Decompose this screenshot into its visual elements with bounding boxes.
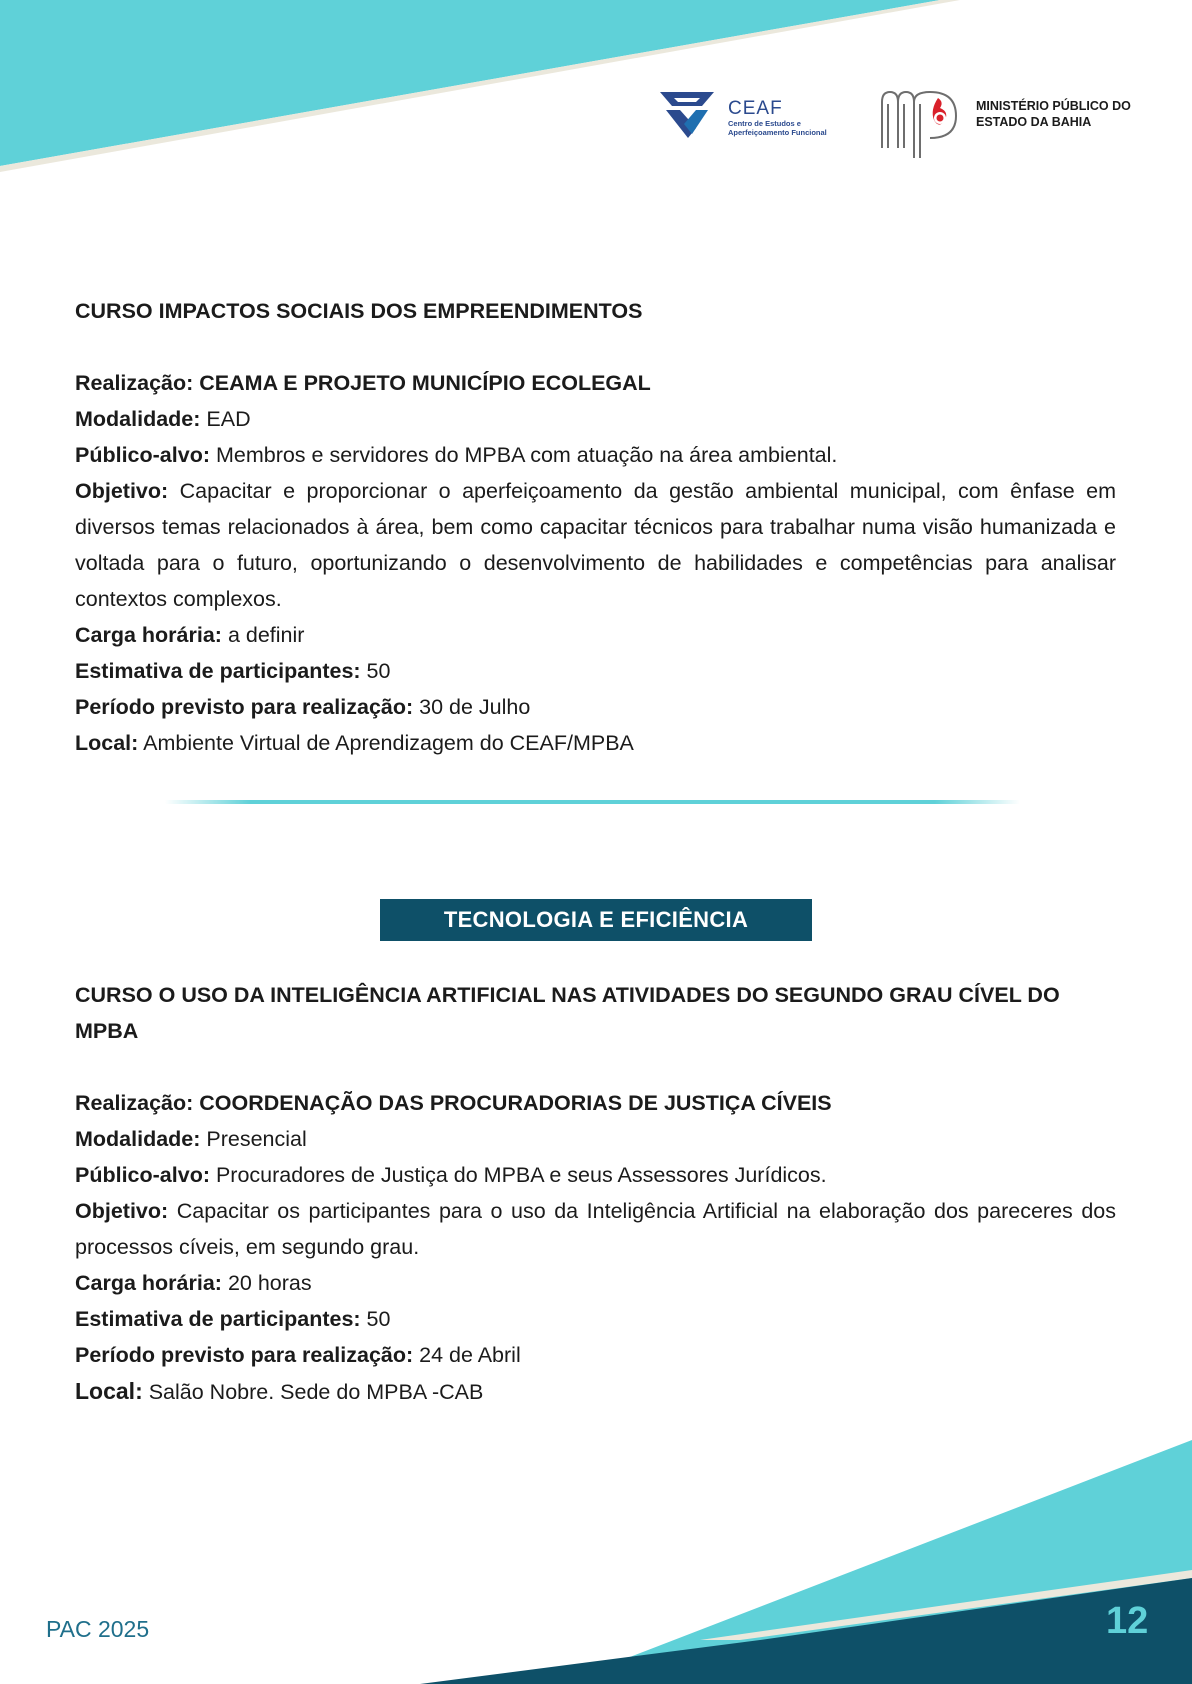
label: Público-alvo: [75, 443, 210, 467]
field-periodo [75, 1337, 1116, 1373]
ceaf-emblem-icon [658, 88, 716, 142]
ceaf-logo [658, 88, 848, 148]
value: a definir [221, 623, 305, 647]
label: Público-alvo: [75, 1163, 210, 1187]
value: Salão Nobre. Sede do MPBA -CAB [142, 1380, 484, 1404]
label: Modalidade: [75, 1127, 201, 1151]
field-local [75, 725, 1116, 761]
field-modalidade [75, 1121, 1116, 1157]
realizacao: Realização: COORDENAÇÃO DAS PROCURADORIAS DE JUSTIÇA CÍVEIS [75, 1091, 832, 1115]
label: Período previsto para realização: [75, 1343, 414, 1367]
field-local [75, 1373, 1116, 1410]
field-periodo [75, 689, 1116, 725]
field-modalidade [75, 401, 1116, 437]
label: Estimativa de participantes: [75, 1307, 361, 1331]
spacer [75, 329, 1116, 365]
label: Carga horária: [75, 623, 222, 647]
label: Carga horária: [75, 1271, 222, 1295]
value: 50 [360, 659, 391, 683]
mp-name: MINISTÉRIO PÚBLICO DO ESTADO DA BAHIA [976, 99, 1131, 129]
value: Membros e servidores do MPBA com atuação na área ambiental. [209, 443, 838, 467]
field-carga-horaria [75, 617, 1116, 653]
field-estimativa [75, 653, 1116, 689]
label: Local: [75, 1378, 143, 1404]
value: Ambiente Virtual de Aprendizagem do CEAF/MPBA [138, 731, 634, 755]
course-2 [75, 977, 1116, 1410]
mp-emblem-icon [878, 88, 968, 160]
label: Objetivo: [75, 1199, 169, 1223]
label: Estimativa de participantes: [75, 659, 361, 683]
page-number: 12 [1106, 1600, 1149, 1642]
realizacao: Realização: CEAMA E PROJETO MUNICÍPIO ECOLEGAL [75, 371, 651, 395]
course-title: CURSO IMPACTOS SOCIAIS DOS EMPREENDIMENTOS [75, 299, 643, 323]
course-1 [75, 293, 1116, 761]
value: EAD [200, 407, 251, 431]
label: Período previsto para realização: [75, 695, 414, 719]
label: Local: [75, 731, 139, 755]
ceaf-name: CEAF [728, 98, 783, 119]
section-divider [165, 800, 1020, 804]
value: Capacitar e proporcionar o aperfeiçoamento da gestão ambiental municipal, com ênfase em diversos temas relacionados à área, bem como capacitar técnicos para trabalhar numa visão humanizada e voltada para o futuro, oportunizando o desenvolvimento de habilidades e competências para analisar contextos complexos. [75, 479, 1116, 611]
label: Objetivo: [75, 479, 169, 503]
value: Capacitar os participantes para o uso da Inteligência Artificial na elaboração dos pareceres dos processos cíveis, em segundo grau. [75, 1199, 1116, 1259]
value: Presencial [200, 1127, 307, 1151]
field-objetivo [75, 1193, 1116, 1265]
value: 30 de Julho [413, 695, 531, 719]
spacer [75, 1049, 1116, 1085]
field-publico-alvo [75, 437, 1116, 473]
category-banner: TECNOLOGIA E EFICIÊNCIA [380, 899, 812, 941]
field-objetivo [75, 473, 1116, 617]
value: 50 [360, 1307, 391, 1331]
value: 20 horas [221, 1271, 312, 1295]
course-title: CURSO O USO DA INTELIGÊNCIA ARTIFICIAL NAS ATIVIDADES DO SEGUNDO GRAU CÍVEL DO MPBA [75, 983, 1060, 1043]
footer-label: PAC 2025 [46, 1616, 150, 1642]
field-estimativa [75, 1301, 1116, 1337]
label: Modalidade: [75, 407, 201, 431]
value: 24 de Abril [413, 1343, 521, 1367]
header-logos [658, 88, 1131, 163]
field-publico-alvo [75, 1157, 1116, 1193]
ceaf-subtitle: Centro de Estudos e Aperfeiçoamento Funcional [728, 119, 827, 137]
value: Procuradores de Justiça do MPBA e seus Assessores Jurídicos. [209, 1163, 827, 1187]
field-carga-horaria [75, 1265, 1116, 1301]
